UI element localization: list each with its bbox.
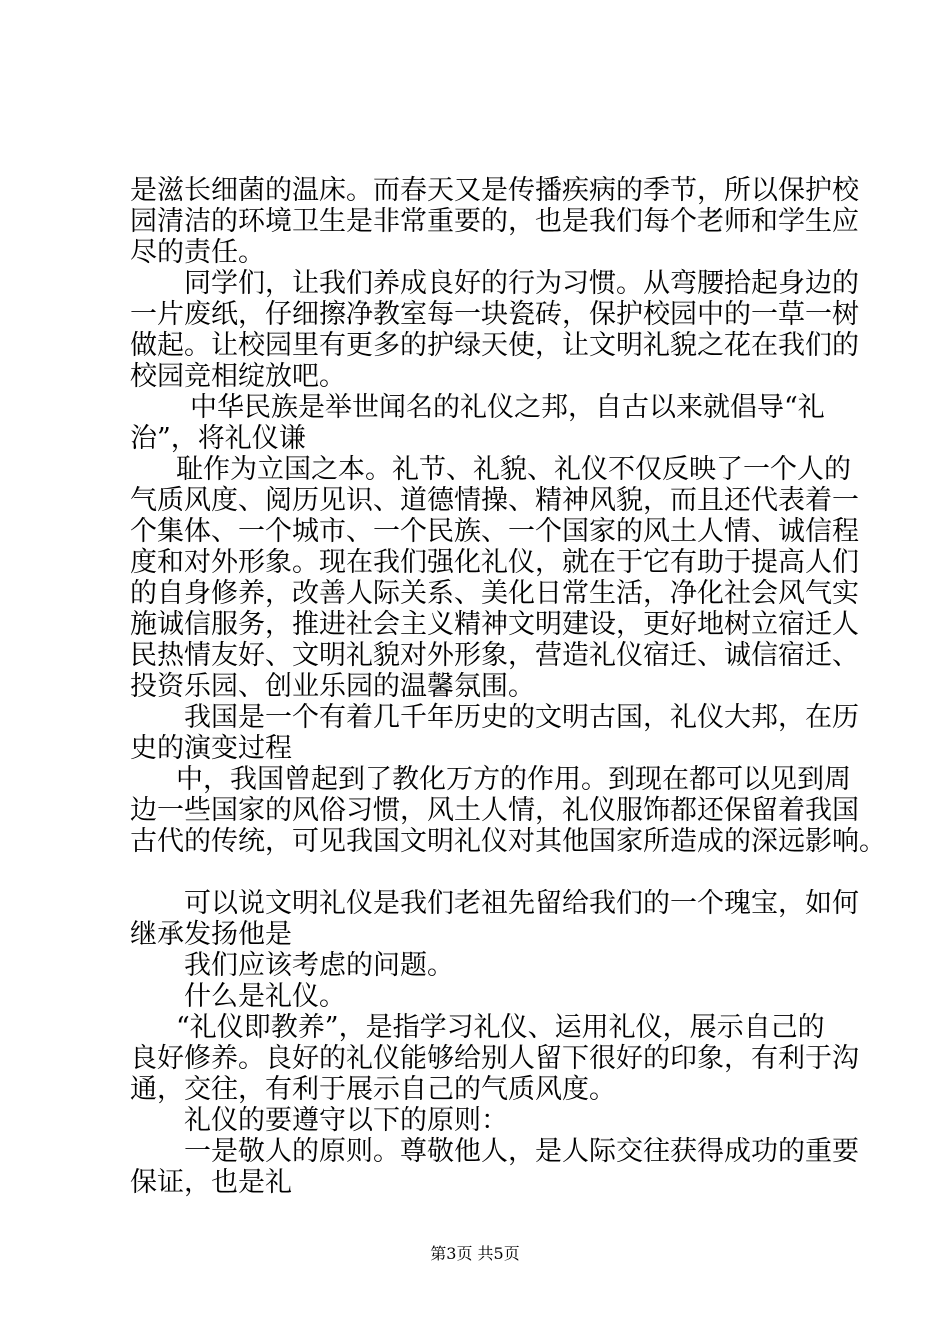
- text-line: 度和对外形象。现在我们强化礼仪，就在于它有助于提高人们: [130, 547, 859, 578]
- paragraph-start: 礼仪的要遵守以下的原则：: [184, 1105, 508, 1136]
- text-line: 做起。让校园里有更多的护绿天使，让文明礼貌之花在我们的: [130, 330, 859, 361]
- paragraph-start: 可以说文明礼仪是我们老祖先留给我们的一个瑰宝，如何: [184, 888, 859, 919]
- text-line: 继承发扬他是: [130, 919, 292, 950]
- text-line: 古代的传统，可见我国文明礼仪对其他国家所造成的深远影响。: [130, 826, 886, 857]
- text-line: 个集体、一个城市、一个民族、一个国家的风土人情、诚信程: [130, 516, 859, 547]
- paragraph-start: 什么是礼仪。: [184, 981, 346, 1012]
- paragraph-start: 耻作为立国之本。礼节、礼貌、礼仪不仅反映了一个人的: [176, 454, 851, 485]
- text-line: 校园竞相绽放吧。: [130, 361, 346, 392]
- text-line: 通，交往，有利于展示自己的气质风度。: [130, 1074, 616, 1105]
- text-line: 投资乐园、创业乐园的温馨氛围。: [130, 671, 535, 702]
- text-line: 是滋长细菌的温床。而春天又是传播疾病的季节，所以保护校: [130, 175, 859, 206]
- text-line: 的自身修养，改善人际关系、美化日常生活，净化社会风气实: [130, 578, 859, 609]
- document-body: [130, 175, 886, 1198]
- text-line: 良好修养。良好的礼仪能够给别人留下很好的印象，有利于沟: [130, 1043, 859, 1074]
- page-number-footer: 第3页 共5页: [430, 1244, 520, 1263]
- text-line: 施诚信服务，推进社会主义精神文明建设，更好地树立宿迁人: [130, 609, 859, 640]
- paragraph-start: “礼仪即教养”，是指学习礼仪、运用礼仪，展示自己的: [176, 1012, 825, 1043]
- text-line: 史的演变过程: [130, 733, 292, 764]
- paragraph-gap: [130, 857, 830, 888]
- paragraph-start: 我国是一个有着几千年历史的文明古国，礼仪大邦，在历: [184, 702, 859, 733]
- text-line: 民热情友好、文明礼貌对外形象，营造礼仪宿迁、诚信宿迁、: [130, 640, 859, 671]
- paragraph-start: 同学们，让我们养成良好的行为习惯。从弯腰拾起身边的: [184, 268, 859, 299]
- paragraph-start: 中，我国曾起到了教化万方的作用。到现在都可以见到周: [176, 764, 851, 795]
- text-line: 气质风度、阅历见识、道德情操、精神风貌，而且还代表着一: [130, 485, 859, 516]
- paragraph-start: 我们应该考虑的问题。: [184, 950, 454, 981]
- text-line: 保证，也是礼: [130, 1167, 292, 1198]
- paragraph-start: 一是敬人的原则。尊敬他人，是人际交往获得成功的重要: [184, 1136, 859, 1167]
- text-line: 园清洁的环境卫生是非常重要的，也是我们每个老师和学生应: [130, 206, 859, 237]
- text-line: 治”，将礼仪谦: [130, 423, 306, 454]
- text-line: 尽的责任。: [130, 237, 265, 268]
- text-line: 边一些国家的风俗习惯，风土人情，礼仪服饰都还保留着我国: [130, 795, 859, 826]
- paragraph-start: 中华民族是举世闻名的礼仪之邦，自古以来就倡导“礼: [190, 392, 825, 423]
- text-line: 一片废纸，仔细擦净教室每一块瓷砖，保护校园中的一草一树: [130, 299, 859, 330]
